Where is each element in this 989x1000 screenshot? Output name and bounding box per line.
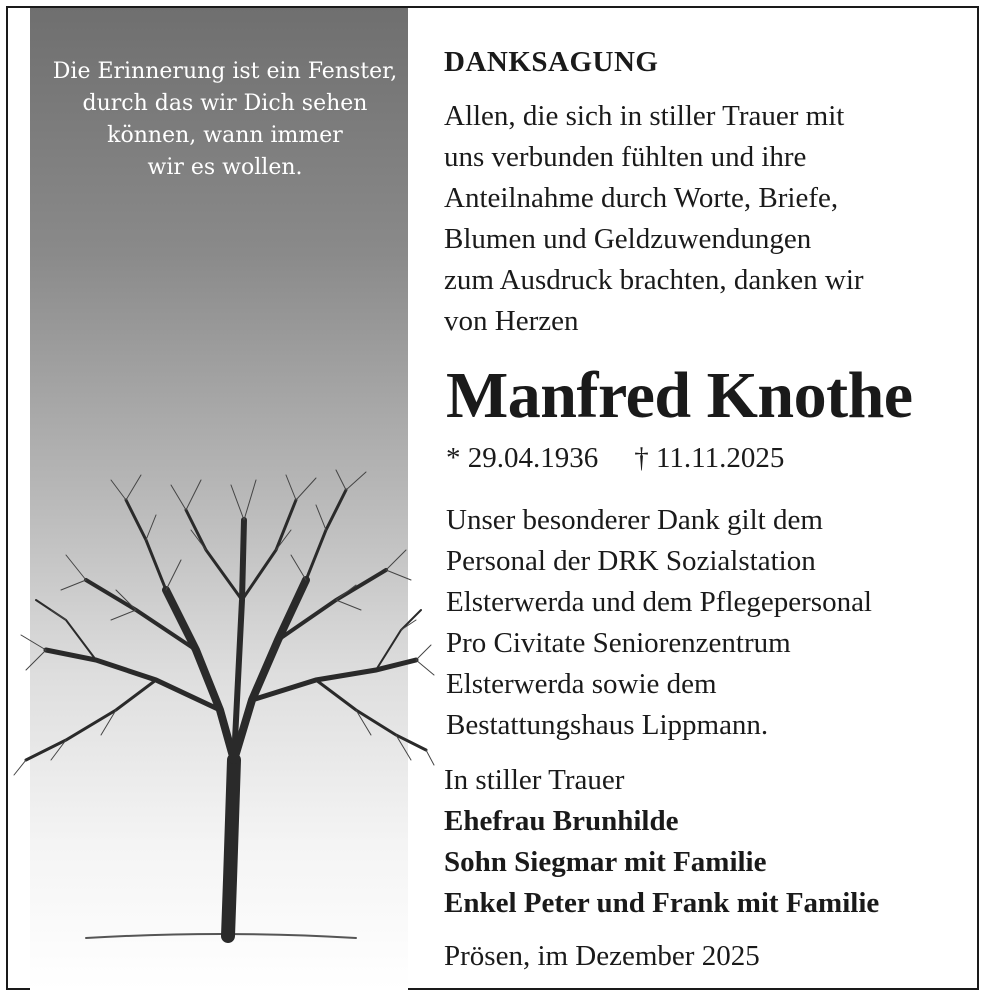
mourners-block	[444, 760, 964, 924]
mourner-item: Sohn Siegmar mit Familie	[444, 846, 767, 878]
thanks-text: Allen, die sich in stiller Trauer mit uns verbunden fühlten und ihre Anteilnahme durch Worte, Briefe, Blumen und Geldzuwendungen zum Ausdruck brachten, danken wir von Herzen	[444, 100, 864, 337]
birth-date: * 29.04.1936	[446, 442, 599, 474]
place-date: Prösen, im Dezember 2025	[444, 940, 760, 972]
mourning-label: In stiller Trauer	[444, 764, 625, 796]
mourner-item: Enkel Peter und Frank mit Familie	[444, 887, 880, 919]
memorial-quote: Die Erinnerung ist ein Fenster, durch das wir Dich sehen können, wann immer wir es wollen.	[52, 59, 398, 180]
deceased-name: Manfred Knothe	[446, 359, 913, 432]
notice-heading: DANKSAGUNG	[444, 46, 659, 78]
life-dates	[446, 442, 784, 475]
special-thanks-text: Unser besonderer Dank gilt dem Personal der DRK Sozialstation Elsterwerda und dem Pflegepersonal Pro Civitate Seniorenzentrum Elsterwerda sowie dem Bestattungshaus Lippmann.	[446, 504, 872, 741]
bare-tree-icon	[6, 460, 436, 950]
mourner-item: Ehefrau Brunhilde	[444, 805, 679, 837]
death-date: † 11.11.2025	[634, 442, 785, 474]
